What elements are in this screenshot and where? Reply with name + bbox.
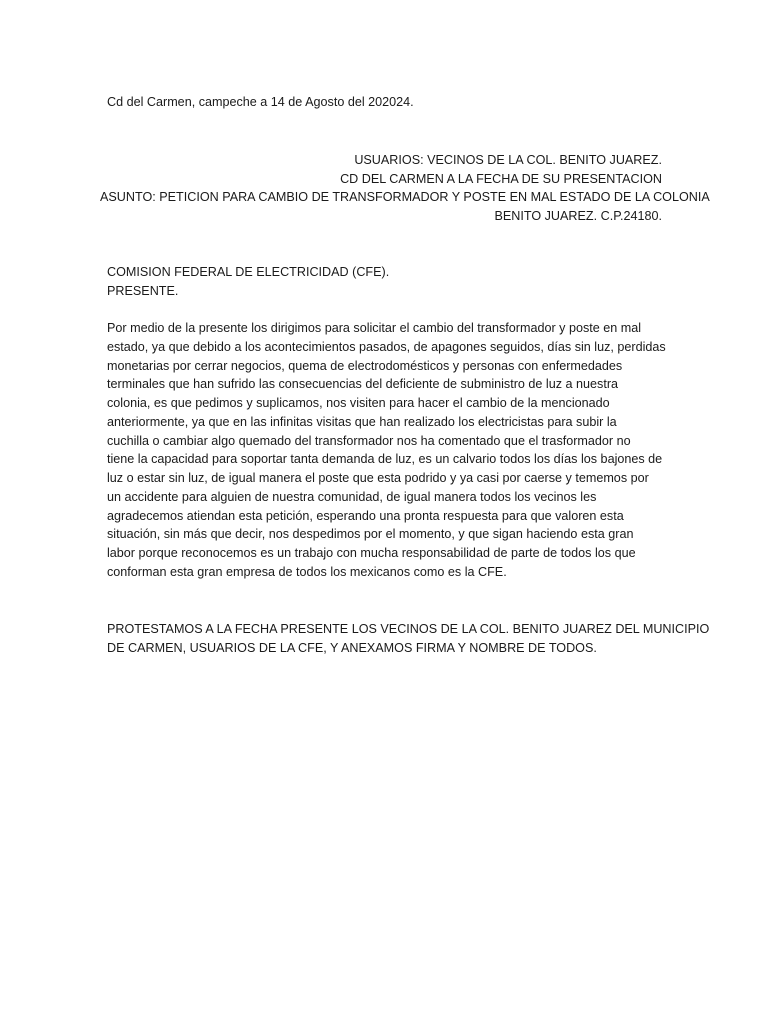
body-line: luz o estar sin luz, de igual manera el poste que esta podrido y ya casi por caerse y tememos por [107, 471, 649, 485]
body-line: agradecemos atiendan esta petición, esperando una pronta respuesta para que valoren esta [107, 508, 624, 523]
header-users-line: USUARIOS: VECINOS DE LA COL. BENITO JUAREZ. [354, 153, 662, 167]
body-line: conforman esta gran empresa de todos los mexicanos como es la CFE. [107, 564, 507, 579]
body-line: Por medio de la presente los dirigimos para solicitar el cambio del transformador y poste en mal [107, 321, 642, 335]
body-line: colonia, es que pedimos y suplicamos, nos visiten para hacer el cambio de la mencionado [107, 396, 610, 410]
body-line: situación, sin más que decir, nos despedimos por el momento, y que sigan haciendo esta gran [107, 527, 634, 542]
letter-header [100, 151, 710, 226]
header-subject-continuation: BENITO JUAREZ. C.P.24180. [494, 209, 662, 224]
body-line: monetarias por cerrar negocios, quema de electrodomésticos y personas con enfermedades [107, 358, 623, 373]
closing-line: PROTESTAMOS A LA FECHA PRESENTE LOS VECINOS DE LA COL. BENITO JUAREZ DEL MUNICIPIO [107, 622, 710, 636]
body-line: terminales que han sufrido las consecuencias del deficiente de subministro de luz a nuestra [107, 377, 619, 392]
body-line: un accidente para alguien de nuestra comunidad, de igual manera todos los vecinos les [107, 489, 597, 504]
body-line: estado, ya que debido a los acontecimientos pasados, de apagones seguidos, días sin luz, perdidas [107, 339, 666, 354]
body-line: anteriormente, ya que en las infinitas visitas que han realizado los electricistas para subir la [107, 414, 617, 429]
date-line: Cd del Carmen, campeche a 14 de Agosto del 202024. [107, 95, 414, 109]
header-place-line: CD DEL CARMEN A LA FECHA DE SU PRESENTACION [340, 171, 662, 186]
closing-line: DE CARMEN, USUARIOS DE LA CFE, Y ANEXAMOS FIRMA Y NOMBRE DE TODOS. [107, 640, 597, 655]
body-line: labor porque reconocemos es un trabajo con mucha responsabilidad de parte de todos los que [107, 546, 636, 560]
closing-statement [107, 620, 709, 657]
body-line: tiene la capacidad para soportar tanta demanda de luz, es un calvario todos los días los bajones de [107, 452, 663, 467]
header-subject-line: ASUNTO: PETICION PARA CAMBIO DE TRANSFORMADOR Y POSTE EN MAL ESTADO DE LA COLONIA [100, 190, 710, 205]
recipient-salutation: PRESENTE. [107, 283, 179, 298]
recipient-block [107, 263, 389, 300]
recipient-name: COMISION FEDERAL DE ELECTRICIDAD (CFE). [107, 265, 390, 279]
letter-body [107, 319, 667, 582]
body-line: cuchilla o cambiar algo quemado del transformador nos ha comentado que el trasformador no [107, 433, 631, 448]
